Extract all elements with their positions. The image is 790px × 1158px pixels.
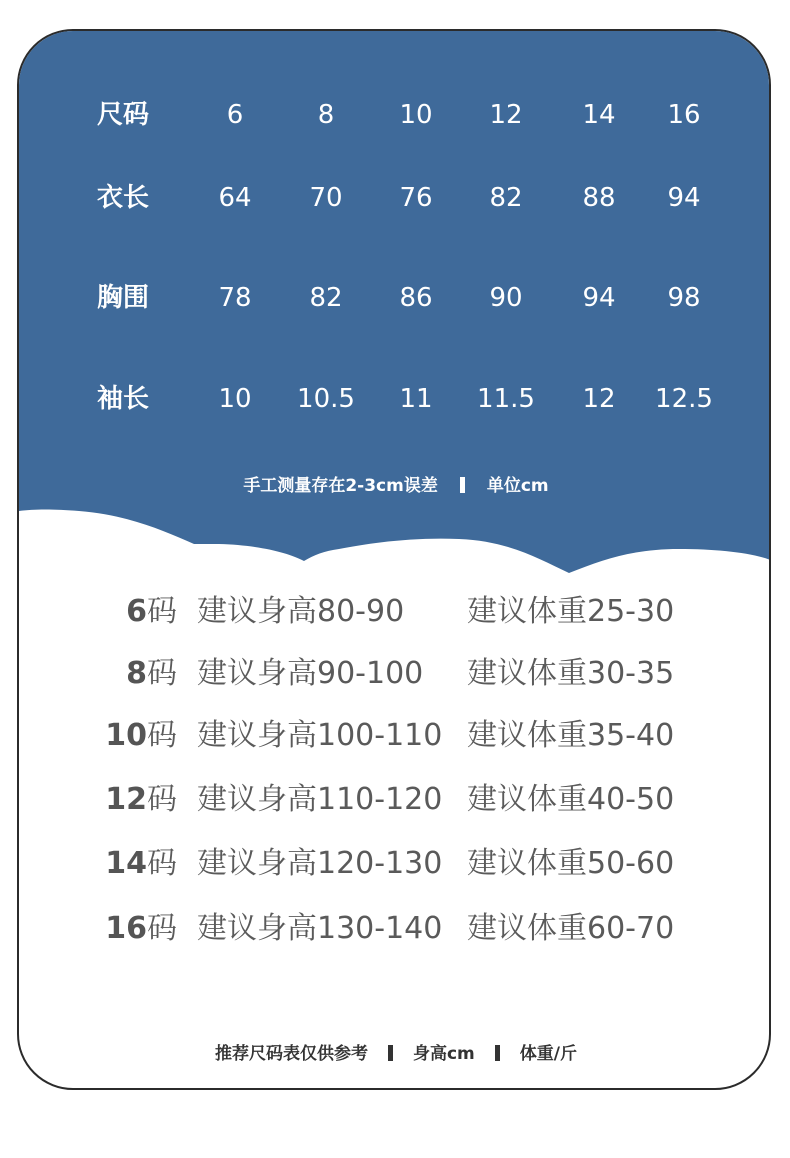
list-item xyxy=(19,713,771,759)
size-label: 8码 xyxy=(126,656,177,691)
recommended-weight: 建议体重35-40 xyxy=(467,718,675,753)
table-cell: 16 xyxy=(667,100,701,130)
reference-text: 推荐尺码表仅供参考 xyxy=(214,1044,368,1064)
table-cell: 98 xyxy=(667,283,701,313)
size-row xyxy=(19,95,771,135)
recommended-weight: 建议体重50-60 xyxy=(467,846,675,881)
measurement-error-text: 手工测量存在2-3cm误差 xyxy=(243,476,438,496)
table-cell: 10 xyxy=(399,100,433,130)
unit-text: 单位cm xyxy=(486,476,549,496)
separator-bar xyxy=(388,1045,393,1061)
separator-bar xyxy=(495,1045,500,1061)
table-cell: 11.5 xyxy=(477,384,535,414)
chest-row xyxy=(19,278,771,318)
list-item xyxy=(19,589,771,635)
table-cell: 11 xyxy=(399,384,433,414)
table-cell: 90 xyxy=(489,283,523,313)
measurement-note xyxy=(19,471,771,501)
list-item xyxy=(19,777,771,823)
table-cell: 6 xyxy=(226,100,244,130)
table-cell: 82 xyxy=(489,183,523,213)
table-cell: 12 xyxy=(582,384,616,414)
recommended-weight: 建议体重40-50 xyxy=(467,782,675,817)
table-cell: 8 xyxy=(317,100,335,130)
table-cell: 78 xyxy=(218,283,252,313)
separator-bar xyxy=(460,477,465,493)
footer-note xyxy=(19,1039,771,1069)
size-label: 14码 xyxy=(105,846,177,881)
list-item xyxy=(19,651,771,697)
recommended-height: 建议身高120-130 xyxy=(197,846,443,881)
table-cell: 94 xyxy=(582,283,616,313)
weight-unit-text: 体重/斤 xyxy=(519,1044,577,1064)
recommended-weight: 建议体重30-35 xyxy=(467,656,675,691)
table-cell: 12 xyxy=(489,100,523,130)
table-cell: 94 xyxy=(667,183,701,213)
table-cell: 76 xyxy=(399,183,433,213)
table-cell: 86 xyxy=(399,283,433,313)
recommended-height: 建议身高110-120 xyxy=(197,782,443,817)
list-item xyxy=(19,906,771,952)
row-label: 衣长 xyxy=(97,183,150,213)
table-cell: 82 xyxy=(309,283,343,313)
recommended-weight: 建议体重60-70 xyxy=(467,911,675,946)
table-cell: 12.5 xyxy=(655,384,713,414)
row-label: 胸围 xyxy=(97,283,150,313)
recommended-weight: 建议体重25-30 xyxy=(467,594,675,629)
table-cell: 10.5 xyxy=(297,384,355,414)
recommended-height: 建议身高80-90 xyxy=(197,594,405,629)
size-label: 10码 xyxy=(105,718,177,753)
table-cell: 70 xyxy=(309,183,343,213)
size-label: 16码 xyxy=(105,911,177,946)
size-chart-card xyxy=(17,29,771,1090)
row-label: 尺码 xyxy=(97,100,150,130)
table-cell: 88 xyxy=(582,183,616,213)
size-label: 12码 xyxy=(105,782,177,817)
row-label: 袖长 xyxy=(97,384,150,414)
recommended-height: 建议身高130-140 xyxy=(197,911,443,946)
recommended-height: 建议身高100-110 xyxy=(197,718,443,753)
table-cell: 14 xyxy=(582,100,616,130)
sleeve-row xyxy=(19,379,771,419)
length-row xyxy=(19,178,771,218)
list-item xyxy=(19,841,771,887)
table-cell: 64 xyxy=(218,183,252,213)
size-label: 6码 xyxy=(126,594,177,629)
height-unit-text: 身高cm xyxy=(412,1044,475,1064)
recommended-height: 建议身高90-100 xyxy=(197,656,424,691)
table-cell: 10 xyxy=(218,384,252,414)
